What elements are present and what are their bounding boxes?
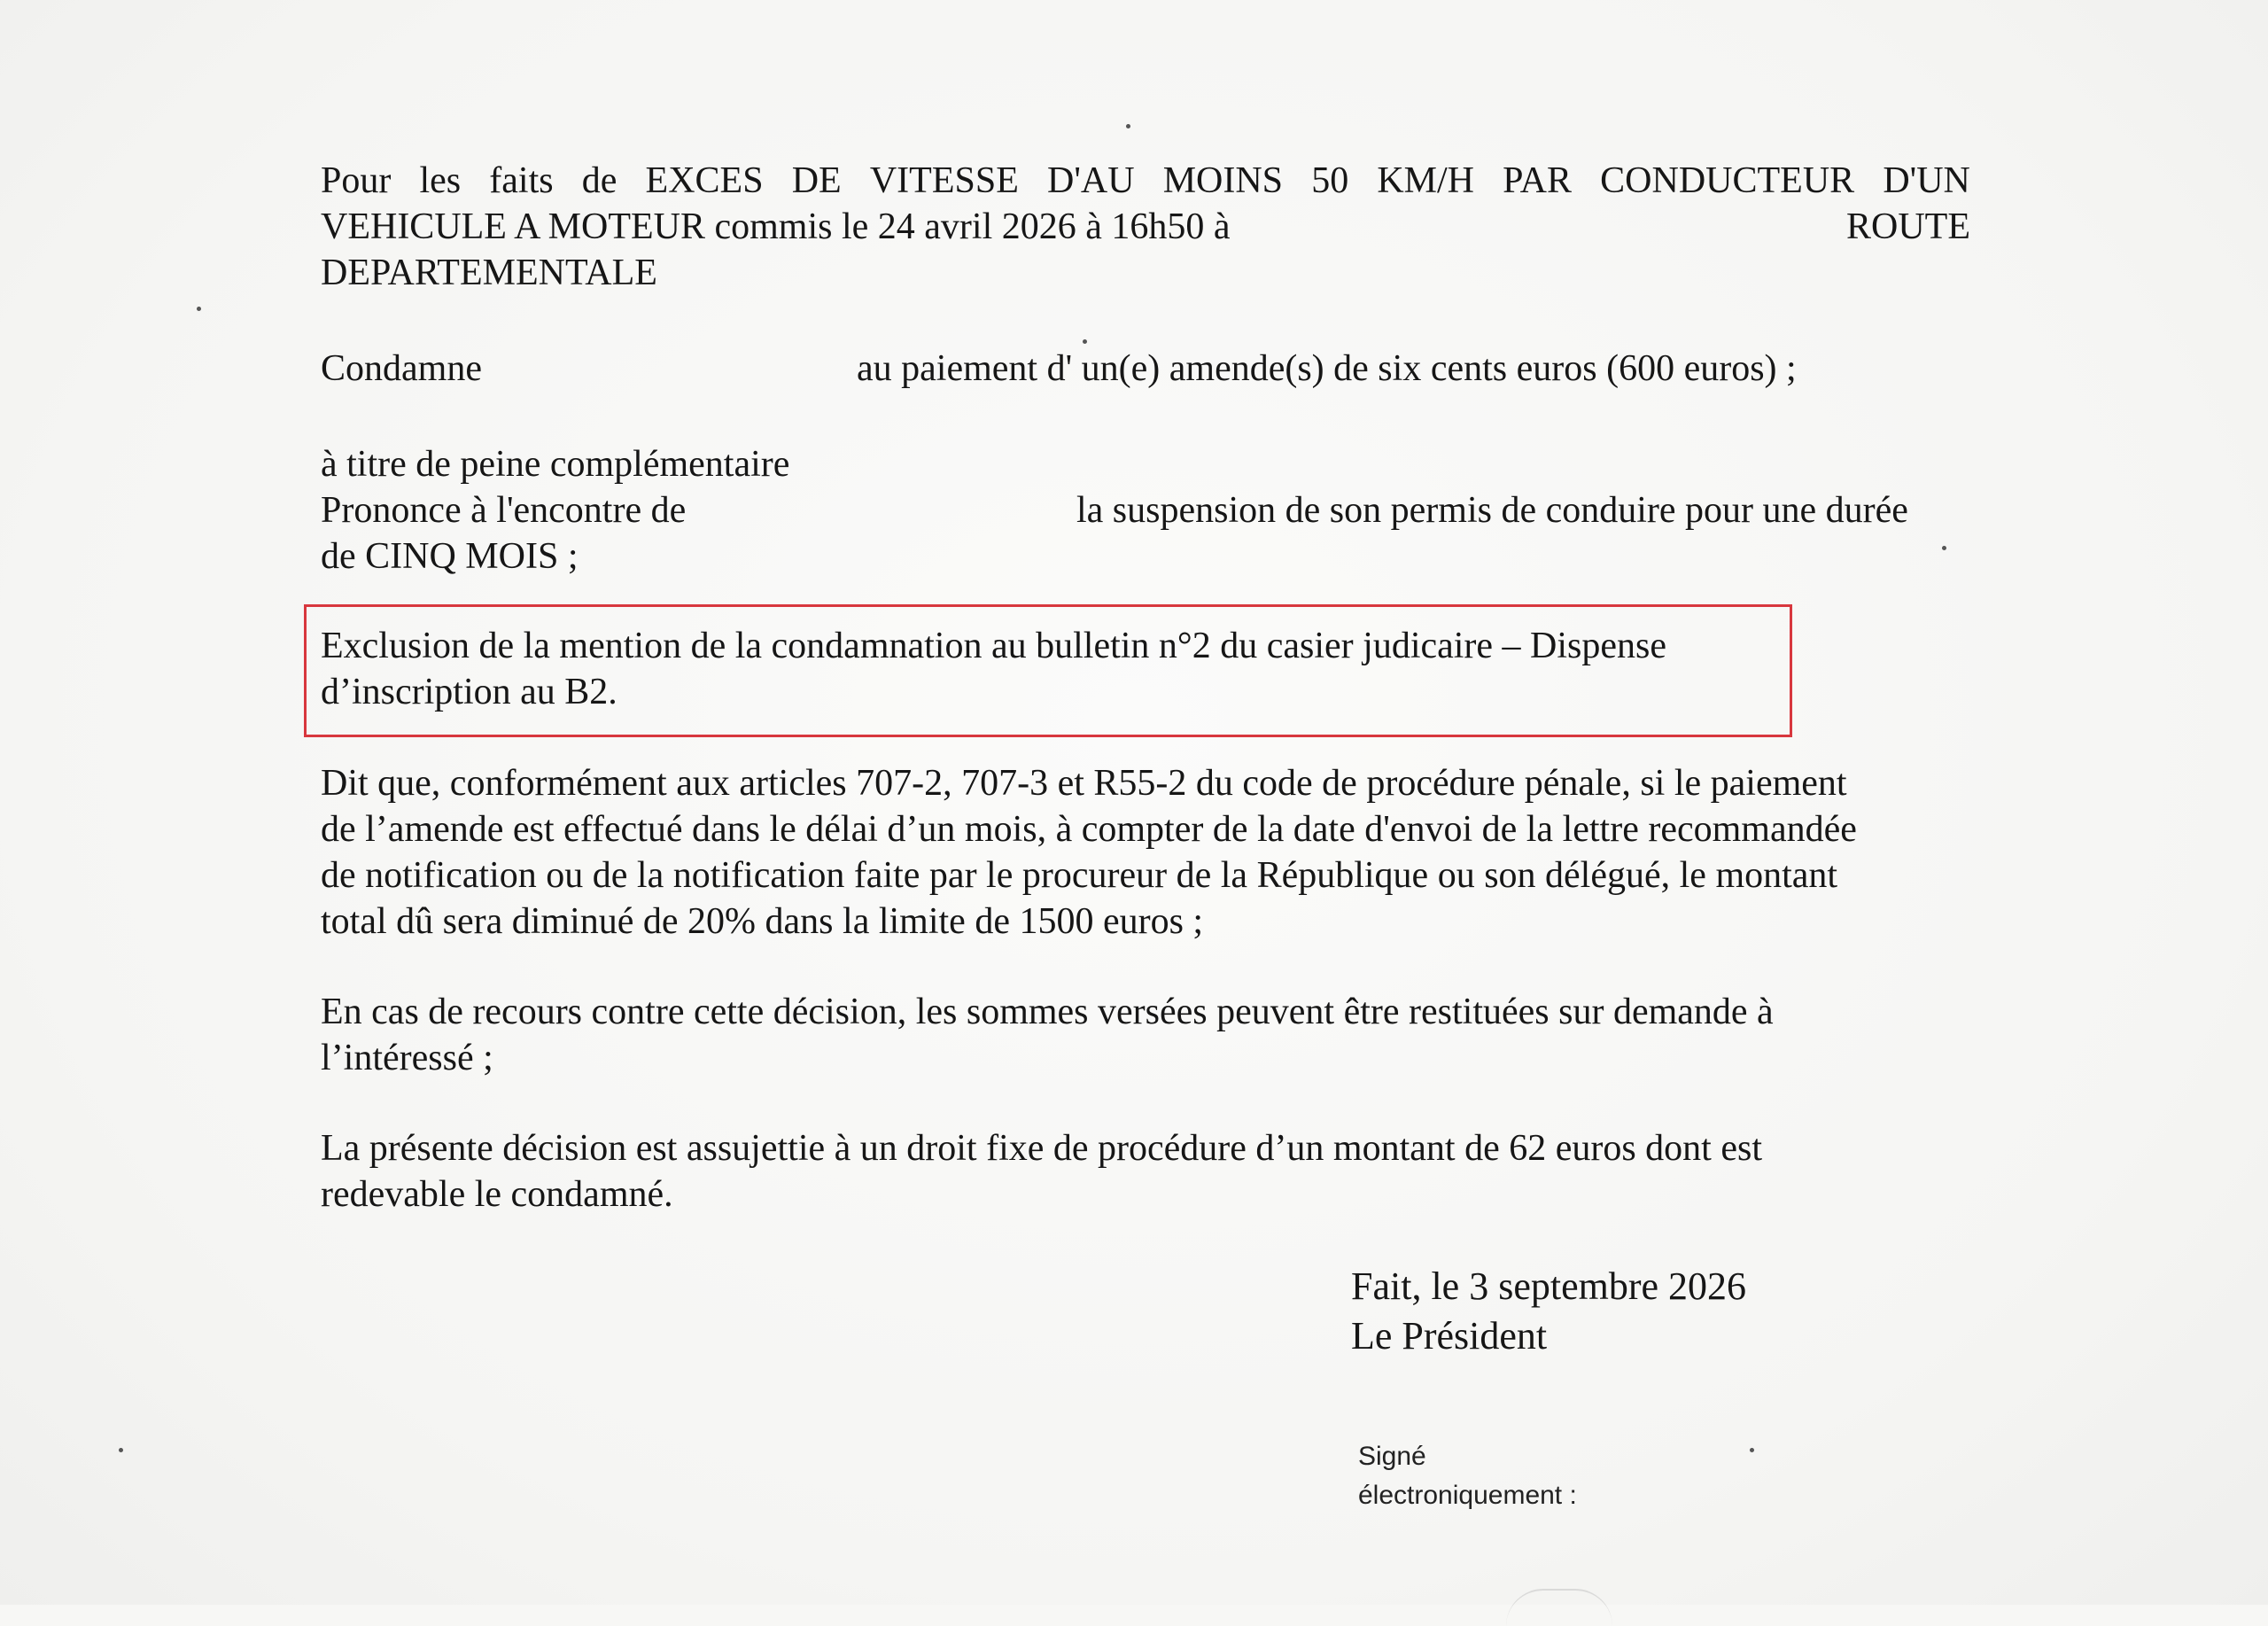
- facts-paragraph: [321, 158, 1970, 296]
- facts-line-1: [321, 158, 1970, 204]
- condamne-label: Condamne: [321, 348, 482, 389]
- peine-line-2: [321, 487, 1970, 533]
- scan-speck: [1750, 1448, 1754, 1452]
- stamp-edge-mark: [1506, 1589, 1612, 1626]
- exclusion-paragraph: [321, 623, 1774, 715]
- facts-word: PAR: [1503, 160, 1573, 201]
- recours-line-2: l’intéressé ;: [321, 1038, 493, 1078]
- signature-date: Fait, le 3 septembre 2026: [1351, 1264, 1747, 1308]
- facts-line-2-right: ROUTE: [1846, 206, 1970, 247]
- droit-fixe-line-2: redevable le condamné.: [321, 1174, 673, 1215]
- scan-speck: [119, 1448, 123, 1452]
- facts-word: les: [419, 160, 462, 201]
- esign-line-1: Signé: [1358, 1442, 1426, 1471]
- facts-word: KM/H: [1377, 160, 1475, 201]
- exclusion-line-1: Exclusion de la mention de la condamnation au bulletin n°2 du casier judicaire – Dispense: [321, 626, 1667, 666]
- facts-line-3: DEPARTEMENTALE: [321, 253, 657, 293]
- electronic-signature-label: [1358, 1437, 1577, 1515]
- signature-block: [1351, 1262, 1746, 1361]
- condamne-text: au paiement d' un(e) amende(s) de six cents euros (600 euros) ;: [857, 348, 1797, 389]
- dit-que-line-3: de notification ou de la notification faite par le procureur de la République ou son délégué, le montant: [321, 855, 1838, 896]
- dit-que-line-4: total dû sera diminué de 20% dans la limite de 1500 euros ;: [321, 901, 1204, 942]
- scan-speck: [1126, 124, 1130, 128]
- facts-word: D'UN: [1883, 160, 1970, 201]
- facts-line-2-left: VEHICULE A MOTEUR commis le 24 avril 2026 à 16h50 à: [321, 206, 1231, 247]
- peine-line-2-right: la suspension de son permis de conduire pour une durée: [1076, 490, 1908, 531]
- esign-line-2: électroniquement :: [1358, 1481, 1577, 1510]
- peine-line-1: à titre de peine complémentaire: [321, 444, 790, 485]
- facts-word: 50: [1311, 160, 1349, 201]
- dit-que-line-1: Dit que, conformément aux articles 707-2, 707-3 et R55-2 du code de procédure pénale, si le paiement: [321, 763, 1847, 804]
- exclusion-line-2: d’inscription au B2.: [321, 672, 617, 712]
- facts-word: faits: [489, 160, 554, 201]
- facts-word: Pour: [321, 160, 392, 201]
- recours-line-1: En cas de recours contre cette décision, les sommes versées peuvent être restituées sur demande à: [321, 992, 1774, 1032]
- droit-fixe-line-1: La présente décision est assujettie à un droit fixe de procédure d’un montant de 62 euros dont est: [321, 1128, 1763, 1169]
- dit-que-line-2: de l’amende est effectué dans le délai d’un mois, à compter de la date d'envoi de la lettre recommandée: [321, 809, 1857, 850]
- facts-word: D'AU: [1046, 160, 1135, 201]
- recours-paragraph: [321, 989, 1970, 1081]
- peine-line-2-left: Prononce à l'encontre de: [321, 490, 687, 531]
- facts-word: DE: [791, 160, 842, 201]
- droit-fixe-paragraph: [321, 1125, 1970, 1218]
- facts-word: de: [581, 160, 617, 201]
- peine-paragraph: [321, 441, 1970, 580]
- scan-speck: [1942, 546, 1946, 550]
- facts-word: EXCES: [645, 160, 764, 201]
- facts-word: CONDUCTEUR: [1600, 160, 1855, 201]
- facts-word: MOINS: [1162, 160, 1284, 201]
- facts-line-2: [321, 204, 1970, 250]
- facts-word: VITESSE: [869, 160, 1019, 201]
- scan-speck: [197, 307, 201, 311]
- scan-speck: [1083, 339, 1087, 344]
- dit-que-paragraph: [321, 760, 1970, 945]
- peine-line-3: de CINQ MOIS ;: [321, 536, 579, 577]
- signature-role: Le Président: [1351, 1314, 1548, 1358]
